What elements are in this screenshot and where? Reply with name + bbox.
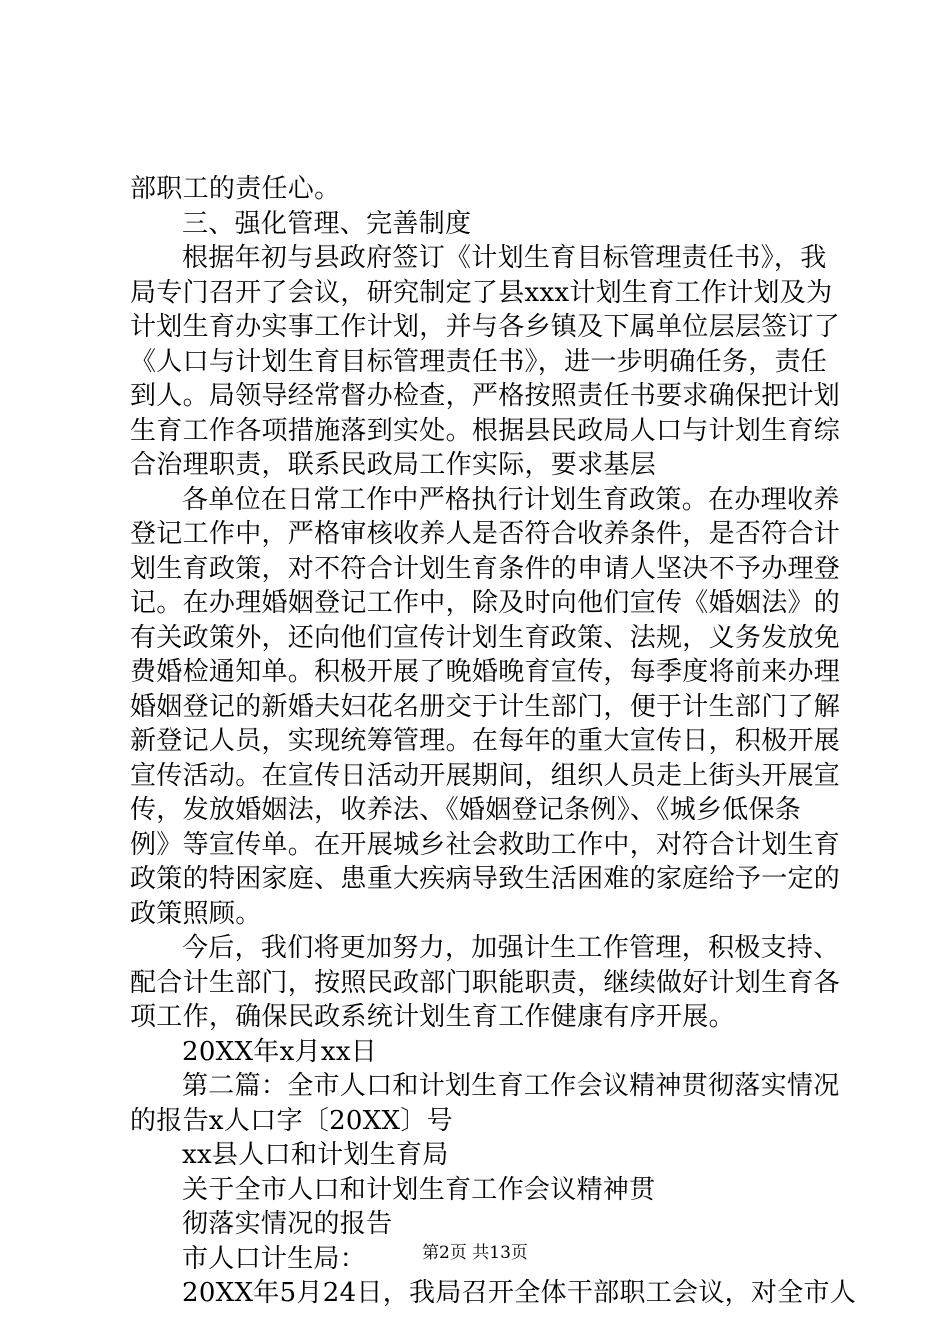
text-line: 政策的特困家庭、患重大疾病导致生活困难的家庭给予一定的: [130, 864, 841, 894]
text-line: 《人口与计划生育目标管理责任书》，进一步明确任务，责任: [130, 346, 828, 377]
text-line: 根据年初与县政府签订《计划生育目标管理责任书》，我: [182, 243, 827, 273]
text-line: 宣传活动。在宣传日活动开展期间，组织人员走上街头开展宣: [130, 760, 841, 791]
text-line: 划生育政策，对不符合计划生育条件的申请人坚决不予办理登: [130, 553, 841, 584]
text-line: 部职工的责任心。: [130, 174, 341, 204]
text-line: 关于全市人口和计划生育工作会议精神贯: [182, 1174, 656, 1205]
text-line: 婚姻登记的新婚夫妇花名册交于计生部门，便于计生部门了解: [130, 691, 841, 722]
text-line: 市人口计生局：: [182, 1243, 367, 1274]
text-line: 有关政策外，还向他们宣传计划生育政策、法规，义务发放免: [130, 622, 841, 653]
text-line: 彻落实情况的报告: [182, 1209, 393, 1239]
page-number: 第2页 共13页: [422, 1243, 528, 1263]
document-body: [130, 172, 857, 1311]
text-line: 第二篇：全市人口和计划生育工作会议精神贯彻落实情况: [182, 1071, 840, 1101]
page-footer: [0, 1243, 950, 1263]
text-line: 传，发放婚姻法，收养法、《婚姻登记条例》、《城乡低保条: [130, 795, 802, 825]
text-line: 三、强化管理、完善制度: [182, 208, 472, 239]
text-line: 登记工作中，严格审核收养人是否符合收养条件，是否符合计: [130, 519, 841, 549]
text-line: 合治理职责，联系民政局工作实际，要求基层: [130, 450, 657, 480]
text-line: 例》等宣传单。在开展城乡社会救助工作中，对符合计划生育: [130, 829, 841, 860]
text-line: 今后，我们将更加努力，加强计生工作管理，积极支持、: [182, 933, 840, 963]
text-line: 记。在办理婚姻登记工作中，除及时向他们宣传《婚姻法》的: [130, 588, 841, 618]
text-line: 20XX年5月24日，我局召开全体干部职工会议，对全市人: [182, 1278, 857, 1308]
text-line: 费婚检通知单。积极开展了晚婚晚育宣传，每季度将前来办理: [130, 657, 841, 687]
text-line: 各单位在日常工作中严格执行计划生育政策。在办理收养: [182, 484, 840, 515]
text-line: 生育工作各项措施落到实处。根据县民政局人口与计划生育综: [130, 415, 841, 446]
text-line: 20XX年x月xx日: [182, 1036, 378, 1067]
text-line: 到人。局领导经常督办检查，严格按照责任书要求确保把计划: [130, 381, 841, 411]
text-line: 项工作，确保民政系统计划生育工作健康有序开展。: [130, 1002, 735, 1032]
text-line: 配合计生部门，按照民政部门职能职责，继续做好计划生育各: [130, 967, 841, 998]
text-line: 政策照顾。: [130, 898, 262, 929]
text-line: 的报告x人口字〔20XX〕号: [130, 1105, 453, 1136]
text-line: 新登记人员，实现统筹管理。在每年的重大宣传日，积极开展: [130, 726, 841, 756]
text-line: 局专门召开了会议，研究制定了县xxx计划生育工作计划及为: [130, 277, 833, 308]
text-line: 计划生育办实事工作计划，并与各乡镇及下属单位层层签订了: [130, 312, 841, 342]
text-line: xx县人口和计划生育局: [182, 1140, 449, 1170]
